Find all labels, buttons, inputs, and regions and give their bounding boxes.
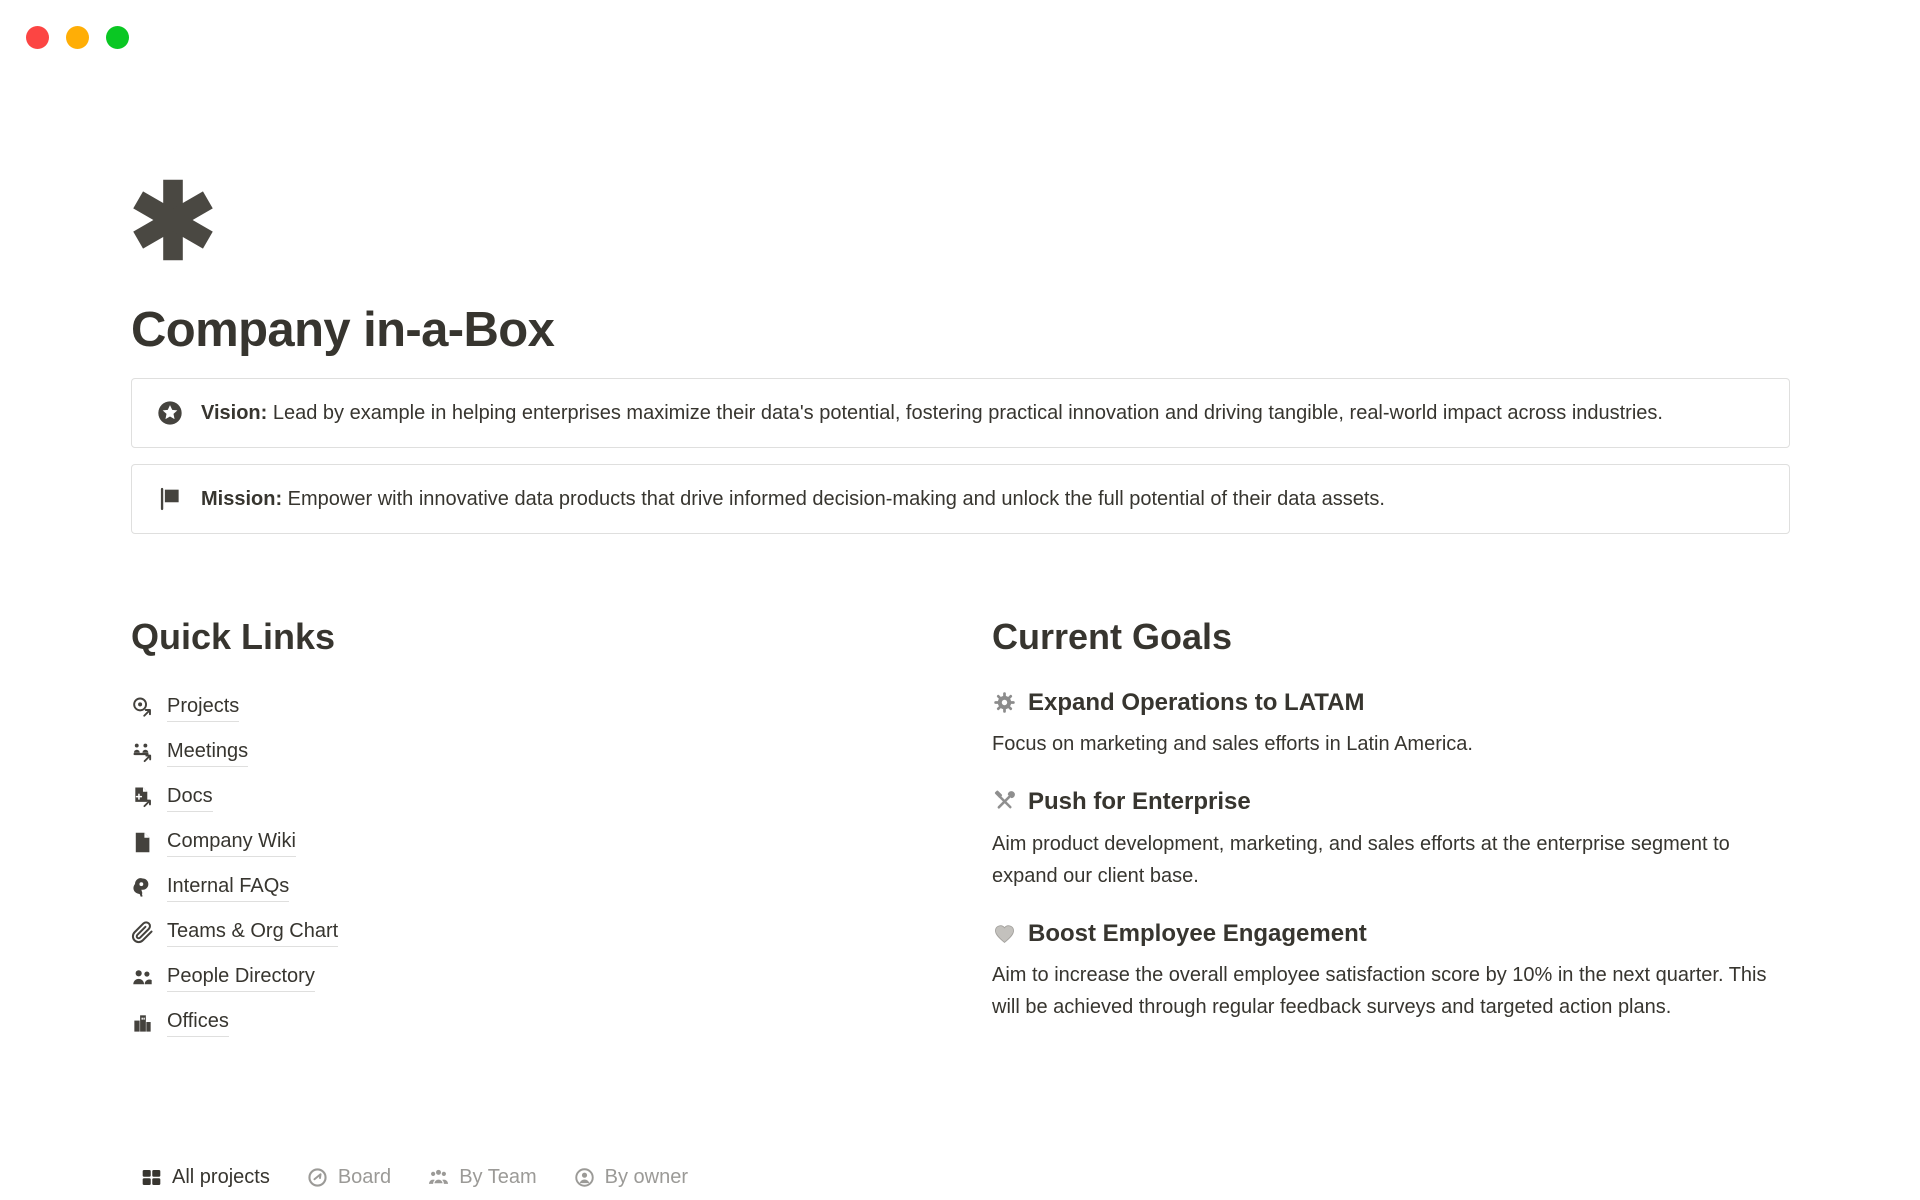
goal [992, 918, 1790, 1023]
quick-links-heading: Quick Links [131, 616, 336, 658]
callout [131, 464, 1790, 534]
quick-link[interactable] [131, 955, 946, 1000]
goal-title: Push for Enterprise [1028, 788, 1251, 816]
quick-link[interactable] [131, 730, 946, 775]
target-arrow-icon [131, 696, 154, 719]
doc-arrow-icon [131, 786, 154, 809]
goals-list [992, 687, 1790, 1023]
star-circle-icon [156, 399, 184, 427]
callout-text: Vision: Lead by example in helping enterprises maximize their data's potential, fostering practical innovation and driving tangible, real-world impact across industries. [201, 402, 1663, 425]
view-tab[interactable] [573, 1164, 688, 1190]
quick-link[interactable] [131, 685, 946, 730]
quick-links-section [131, 614, 946, 1048]
goal-description: Aim to increase the overall employee satisfaction score by 10% in the next quarter. This will be achieved through regular feedback surveys and targeted action plans. [992, 963, 1767, 1018]
view-tab[interactable] [427, 1164, 536, 1190]
callout-list [131, 378, 1790, 534]
people-icon [131, 966, 154, 989]
goal-description: Aim product development, marketing, and sales efforts at the enterprise segment to expand our client base. [992, 832, 1730, 887]
heart-icon [992, 921, 1017, 946]
view-tab-label: All projects [172, 1166, 270, 1188]
quick-link[interactable] [131, 820, 946, 865]
owner-icon [573, 1166, 596, 1189]
window-controls [26, 26, 129, 49]
person-profile-icon [131, 876, 154, 899]
page-title: Company in-a-Box [131, 303, 555, 357]
quick-link[interactable] [131, 910, 946, 955]
team-icon [427, 1166, 450, 1189]
close-button[interactable] [26, 26, 49, 49]
view-tab-label: Board [337, 1166, 392, 1188]
zoom-button[interactable] [106, 26, 129, 49]
view-tab[interactable] [306, 1164, 391, 1190]
quick-link-label: Meetings [167, 738, 248, 767]
quick-links-list [131, 685, 946, 1045]
quick-link[interactable] [131, 865, 946, 910]
view-tab-label: By Team [459, 1166, 537, 1188]
gear-icon [992, 690, 1017, 715]
goal-title: Expand Operations to LATAM [1028, 689, 1365, 717]
view-tabs [140, 1164, 688, 1190]
current-goals-heading: Current Goals [992, 616, 1233, 658]
quick-link-label: Teams & Org Chart [167, 918, 338, 947]
quick-link-label: People Directory [167, 963, 315, 992]
page-icon [131, 831, 154, 854]
current-goals-section [992, 614, 1790, 1048]
callout-text: Mission: Empower with innovative data products that drive informed decision-making and unlock the full potential of their data assets. [201, 488, 1385, 511]
grid-icon [140, 1166, 163, 1189]
tools-icon [992, 789, 1017, 814]
quick-link[interactable] [131, 1000, 946, 1045]
quick-link-label: Docs [167, 783, 213, 812]
quick-link-label: Internal FAQs [167, 873, 289, 902]
view-tab-label: By owner [604, 1166, 689, 1188]
flag-icon [156, 485, 184, 513]
quick-link-label: Company Wiki [167, 828, 296, 857]
paperclip-icon [131, 921, 154, 944]
quick-link-label: Offices [167, 1008, 229, 1037]
board-icon [306, 1166, 329, 1189]
building-icon [131, 1011, 154, 1034]
notion-page [131, 178, 1790, 1049]
minimize-button[interactable] [66, 26, 89, 49]
quick-link-label: Projects [167, 693, 239, 722]
goal [992, 687, 1790, 760]
view-tab[interactable] [140, 1164, 270, 1190]
asterisk-icon[interactable] [131, 178, 215, 262]
goal [992, 786, 1790, 891]
goal-title: Boost Employee Engagement [1028, 919, 1367, 947]
meeting-arrow-icon [131, 741, 154, 764]
quick-link[interactable] [131, 775, 946, 820]
callout [131, 378, 1790, 448]
goal-description: Focus on marketing and sales efforts in Latin America. [992, 733, 1473, 756]
